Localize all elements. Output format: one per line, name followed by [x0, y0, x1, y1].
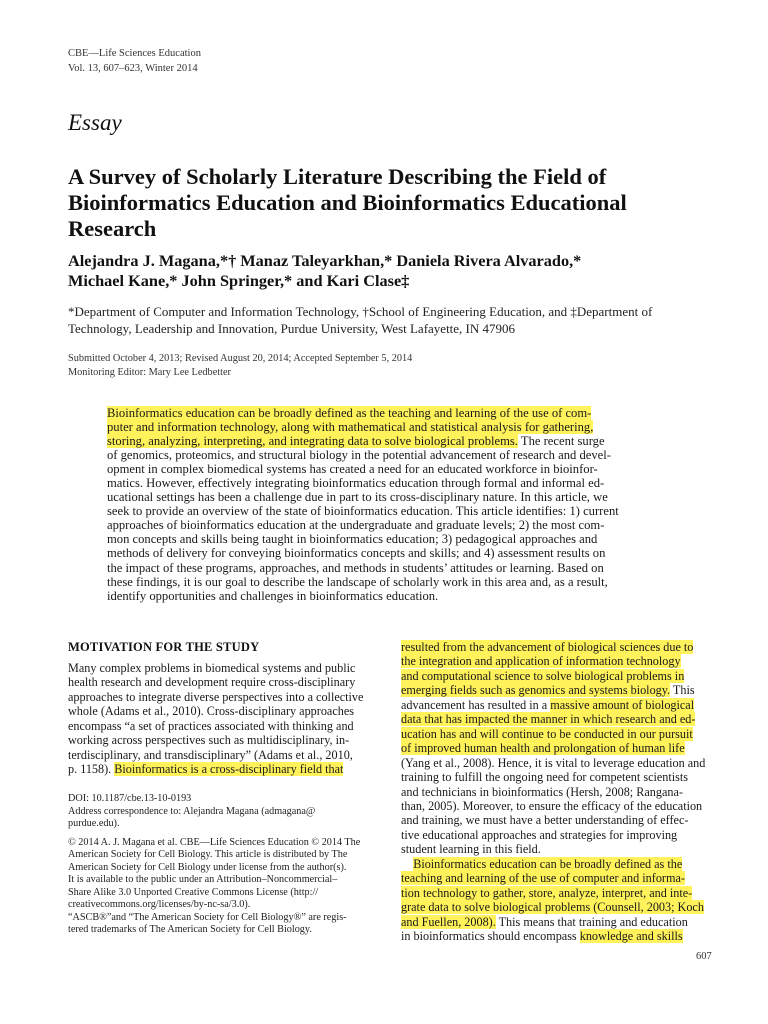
body-line — [68, 733, 382, 747]
highlighted-text: the integration and application of information technology — [401, 654, 681, 669]
abstract-line — [107, 490, 675, 504]
body-line — [401, 828, 715, 842]
highlighted-text: Bioinformatics education can be broadly defined as the — [413, 856, 683, 871]
body-text: This — [670, 683, 695, 698]
body-text: and training, we must have a better understanding of effec- — [401, 813, 689, 828]
body-text: working across perspectives such as multidisciplinary, in- — [68, 733, 350, 748]
body-line — [401, 727, 715, 741]
body-text: in bioinformatics should encompass — [401, 929, 580, 944]
body-text: terdisciplinary, and transdisciplinary” (Adams et al., 2010, — [68, 747, 353, 762]
author-line: Michael Kane,* John Springer,* and Kari Clase‡ — [68, 271, 410, 290]
body-text: This means that training and education — [495, 914, 688, 929]
submission-dates — [68, 352, 412, 379]
highlighted-text: emerging fields such as genomics and systems biology. — [401, 683, 671, 698]
abstract-line — [107, 420, 675, 434]
right-column-body — [401, 640, 715, 944]
footnotes — [68, 793, 382, 937]
body-text: p. 1158). — [68, 762, 115, 777]
body-line — [68, 748, 382, 762]
abstract-line — [107, 504, 675, 518]
body-text — [401, 857, 413, 871]
body-line — [401, 741, 715, 755]
abstract-line — [107, 561, 675, 575]
body-text: and technicians in bioinformatics (Hersh, 2008; Rangana- — [401, 784, 683, 799]
journal-name: CBE—Life Sciences Education — [68, 48, 201, 59]
footnote-line: It is available to the public under an Attribution–Noncommercial– — [68, 874, 338, 885]
body-line — [401, 654, 715, 668]
abstract-line — [107, 462, 675, 476]
footnote-line: Share Alike 3.0 Unported Creative Commons License (http:// — [68, 886, 319, 898]
highlighted-text: massive amount of biological — [550, 697, 695, 712]
highlighted-text: resulted from the advancement of biological sciences due to — [401, 640, 694, 654]
abstract-text: ucational settings has been a challenge due in part to its cross-disciplinary nature. In this article, we — [107, 490, 608, 505]
body-line — [68, 762, 382, 776]
body-line — [401, 785, 715, 799]
affiliations — [68, 303, 652, 337]
abstract-line — [107, 434, 675, 448]
abstract-line — [107, 476, 675, 490]
highlighted-text: tion technology to gather, store, analyze, interpret, and inte- — [401, 885, 693, 900]
section-label: Essay — [68, 110, 122, 135]
body-line — [401, 900, 715, 914]
journal-header — [68, 46, 201, 76]
highlighted-text: and computational science to solve biological problems in — [401, 668, 685, 683]
body-line — [401, 683, 715, 697]
footnote-line: © 2014 A. J. Magana et al. CBE—Life Sciences Education © 2014 The — [68, 836, 361, 848]
affiliation-line: Technology, Leadership and Innovation, Purdue University, West Lafayette, IN 47906 — [68, 321, 516, 336]
abstract-line — [107, 448, 675, 462]
highlighted-text: knowledge and skills — [579, 929, 683, 944]
abstract-text: of genomics, proteomics, and structural biology in the potential advancement of research and devel- — [107, 448, 611, 463]
highlighted-text: Bioinformatics is a cross-disciplinary field that — [114, 762, 344, 777]
submission-info: Submitted October 4, 2013; Revised August 20, 2014; Accepted September 5, 2014 — [68, 353, 413, 364]
footnote-line: creativecommons.org/licenses/by-nc-sa/3.0). — [68, 899, 251, 910]
abstract-text: identify opportunities and challenges in bioinformatics education. — [107, 588, 439, 603]
body-text: tive educational approaches and strategies for improving — [401, 827, 678, 842]
abstract-text: mon concepts and skills being taught in bioinformatics education; 3) pedagogical approaches and — [107, 532, 598, 547]
body-text: whole (Adams et al., 2010). Cross-disciplinary approaches — [68, 704, 354, 719]
body-line — [401, 640, 715, 654]
footnote-line: American Society for Cell Biology. This article is distributed by The — [68, 849, 348, 860]
abstract-line — [107, 546, 675, 560]
section-heading: MOTIVATION FOR THE STUDY — [68, 640, 260, 654]
abstract-line — [107, 532, 675, 546]
left-column-body — [68, 661, 382, 777]
highlighted-text: teaching and learning of the use of computer and informa- — [401, 871, 685, 886]
abstract-text: these findings, it is our goal to describe the landscape of scholarly work in this area and, as a result, — [107, 574, 608, 589]
page-number: 607 — [696, 951, 712, 962]
footnote-line: “ASCB®”and “The American Society for Cell Biology®” are regis- — [68, 911, 347, 923]
body-line — [401, 712, 715, 726]
body-line — [401, 857, 715, 871]
highlighted-text: and Fuellen, 2008). — [401, 914, 496, 929]
abstract-text: matics. However, effectively integrating bioinformatics education through formal and informal ed- — [107, 476, 605, 491]
footnote-line: Address correspondence to: Alejandra Magana (admagana@ — [68, 805, 316, 817]
body-line — [401, 669, 715, 683]
body-line — [68, 675, 382, 689]
author-line: Alejandra J. Magana,*† Manaz Taleyarkhan,* Daniela Rivera Alvarado,* — [68, 251, 582, 270]
abstract-line — [107, 406, 675, 420]
body-text: encompass “a set of practices associated with thinking and — [68, 718, 354, 733]
title-line: Research — [68, 216, 157, 241]
body-line — [401, 886, 715, 900]
abstract-text: seek to provide an overview of the state of bioinformatics education. This article identifies: 1) current — [107, 504, 619, 519]
body-line — [401, 813, 715, 827]
highlighted-text: of improved human health and prolongation of human life — [401, 741, 685, 756]
body-text: training to fulfill the ongoing need for competent scientists — [401, 770, 689, 785]
highlighted-text: puter and information technology, along with mathematical and statistical analysis for gathering, — [107, 420, 594, 435]
body-text: health research and development require cross-disciplinary — [68, 675, 356, 690]
title-line: A Survey of Scholarly Literature Describing the Field of — [68, 164, 607, 189]
body-line — [68, 661, 382, 675]
article-title — [68, 164, 718, 242]
journal-volume: Vol. 13, 607–623, Winter 2014 — [68, 63, 198, 74]
body-line — [68, 704, 382, 718]
body-line — [401, 756, 715, 770]
body-line — [401, 915, 715, 929]
body-line — [68, 690, 382, 704]
abstract-line — [107, 518, 675, 532]
body-text: student learning in this field. — [401, 842, 541, 857]
author-list — [68, 251, 581, 291]
highlighted-text: storing, analyzing, interpreting, and integrating data to solve biological problems. — [107, 434, 518, 449]
abstract-text: The recent surge — [517, 434, 605, 449]
highlighted-text: Bioinformatics education can be broadly defined as the teaching and learning of the use of com- — [107, 406, 592, 420]
abstract-line — [107, 575, 675, 589]
abstract-text: approaches of bioinformatics education at the undergraduate and graduate levels; 2) the most com- — [107, 518, 605, 533]
body-text: than, 2005). Moreover, to ensure the efficacy of the education — [401, 798, 703, 813]
body-line — [68, 719, 382, 733]
highlighted-text: data that has impacted the manner in which research and ed- — [401, 712, 696, 727]
footnote-line: DOI: 10.1187/cbe.13-10-0193 — [68, 793, 192, 804]
body-text: Many complex problems in biomedical systems and public — [68, 661, 356, 675]
body-line — [401, 799, 715, 813]
footnote-line: American Society for Cell Biology under license from the author(s). — [68, 861, 347, 873]
affiliation-line: *Department of Computer and Information Technology, †School of Engineering Education, and ‡Department of — [68, 304, 653, 319]
abstract-text: opment in complex biomedical systems has created a need for an educated workforce in bioinfor- — [107, 462, 598, 477]
highlighted-text: ucation has and will continue to be conducted in our pursuit — [401, 726, 693, 741]
body-line — [401, 698, 715, 712]
body-line — [401, 770, 715, 784]
body-line — [401, 929, 715, 943]
body-text: advancement has resulted in a — [401, 697, 551, 712]
highlighted-text: grate data to solve biological problems (Counsell, 2003; Koch — [401, 900, 704, 915]
title-line: Bioinformatics Education and Bioinformatics Educational — [68, 190, 627, 215]
body-text: approaches to integrate diverse perspectives into a collective — [68, 689, 364, 704]
body-line — [401, 871, 715, 885]
abstract-text: methods of delivery for conveying bioinformatics concepts and skills; and 4) assessment results on — [107, 546, 606, 561]
abstract-text: the impact of these programs, approaches, and methods in students’ attitudes or learning. Based on — [107, 560, 604, 575]
footnote-line: tered trademarks of The American Society for Cell Biology. — [68, 924, 312, 935]
footnote-line: purdue.edu). — [68, 818, 120, 829]
abstract — [107, 406, 675, 603]
body-text: (Yang et al., 2008). Hence, it is vital to leverage education and — [401, 755, 706, 770]
body-line — [401, 842, 715, 856]
monitoring-editor: Monitoring Editor: Mary Lee Ledbetter — [68, 366, 231, 378]
abstract-line — [107, 589, 675, 603]
